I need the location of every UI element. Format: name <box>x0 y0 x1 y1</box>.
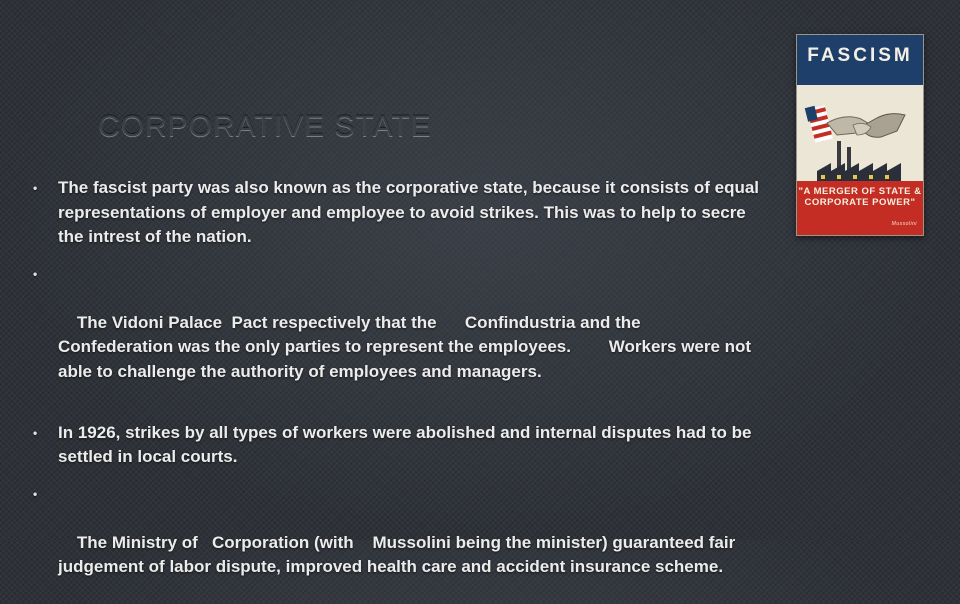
bullet-text: The fascist party was also known as the corporative state, because it consists of equal representations of employer and employee to avoid strikes. This was to help to secre the intrest of the nation. <box>58 178 759 246</box>
slide-title: CORPORATIVE STATE <box>98 110 432 144</box>
bullet-item <box>30 482 760 604</box>
bullet-item <box>30 421 760 470</box>
bullet-text: In 1926, strikes by all types of workers were abolished and internal disputes had to be settled in local courts. <box>58 423 751 467</box>
bullet-dot-icon: • <box>33 176 37 201</box>
bullet-text: The Ministry of Corporation (with Mussolini being the minister) guaranteed fair judgement of labor dispute, improved health care and accident insurance scheme. <box>58 533 740 577</box>
fascism-poster-image <box>796 34 924 236</box>
bullet-item <box>30 262 760 409</box>
poster-author: Mussolini <box>892 219 917 230</box>
bullet-dot-icon: • <box>33 482 37 507</box>
bullet-dot-icon: • <box>33 421 37 446</box>
poster-title: FASCISM <box>797 45 923 67</box>
bullet-text: The Vidoni Palace Pact respectively that the Confindustria and the Confederation was the only parties to represent the employees. Workers were not able to challenge the authority of employees and managers. <box>58 313 756 381</box>
poster-quote: "A MERGER OF STATE & CORPORATE POWER" <box>798 186 921 208</box>
bullet-dot-icon: • <box>33 262 37 287</box>
bullet-item <box>30 176 760 250</box>
poster-caption <box>797 181 923 235</box>
